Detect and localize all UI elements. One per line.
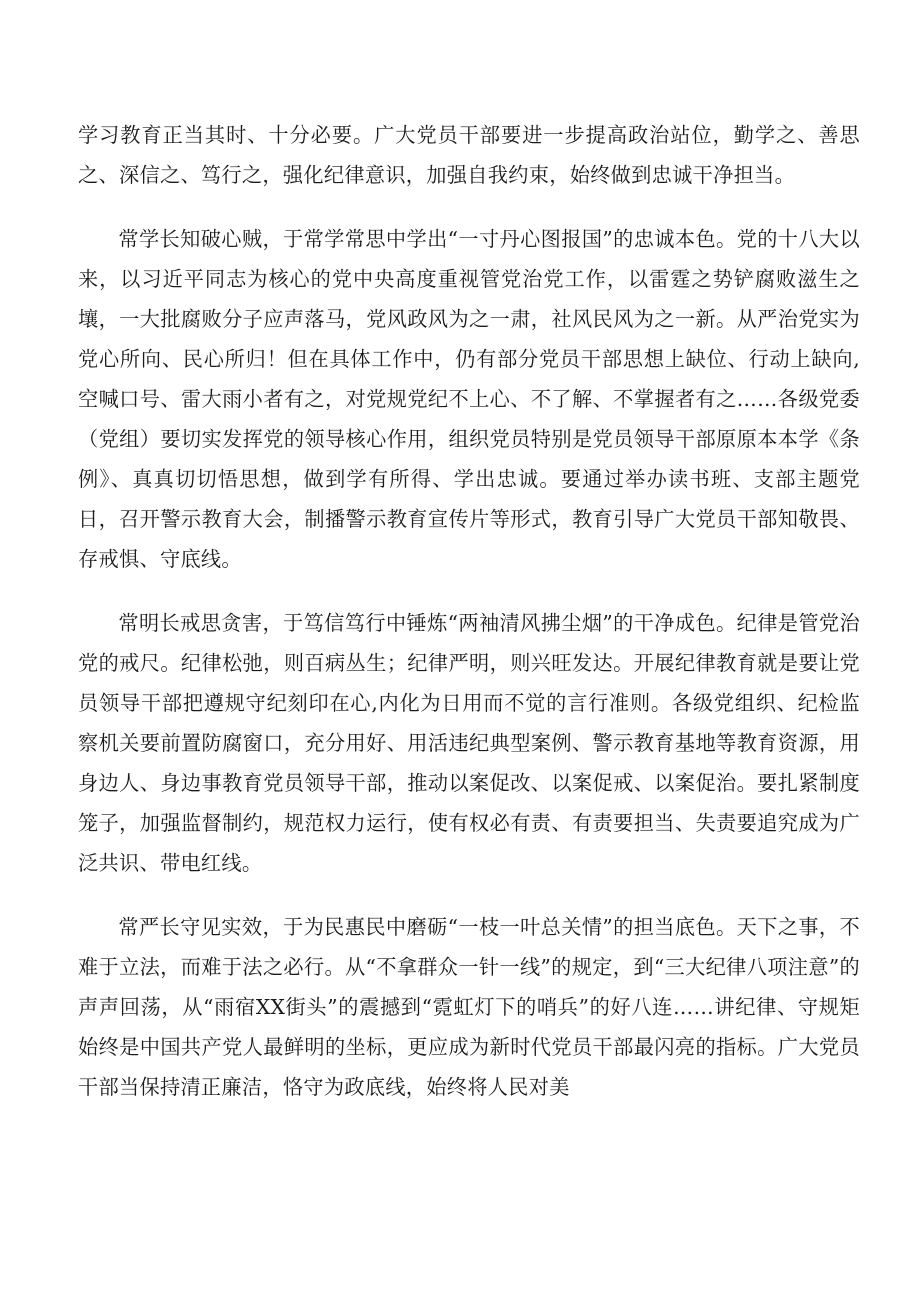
paragraph-practice: 常严长守见实效，于为民惠民中磨砺“一枝一叶总关情”的担当底色。天下之事，不难于立法，而难于法之必行。从“不拿群众一针一线”的规定，到“三大纪律八项注意”的声声回荡，从“雨宿XX街头”的震撼到“霓虹灯下的哨兵”的好八连……讲纪律、守规矩始终是中国共产党人最鲜明的坐标，更应成为新时代党员干部最闪亮的指标。广大党员干部当保持清正廉洁，恪守为政底线，始终将人民对美 bbox=[78, 915, 860, 1099]
paragraph-continuation: 学习教育正当其时、十分必要。广大党员干部要进一步提高政治站位，勤学之、善思之、深信之、笃行之，强化纪律意识，加强自我约束，始终做到忠诚干净担当。 bbox=[78, 123, 860, 187]
document-body bbox=[78, 115, 860, 1107]
paragraph-study: 常学长知破心贼，于常学常思中学出“一寸丹心图报国”的忠诚本色。党的十八大以来，以习近平同志为核心的党中央高度重视管党治党工作，以雷霆之势铲腐败滋生之壤，一大批腐败分子应声落马，党风政风为之一肃，社风民风为之一新。从严治党实为党心所向、民心所归！但在具体工作中，仍有部分党员干部思想上缺位、行动上缺向,空喊口号、雷大雨小者有之，对党规党纪不上心、不了解、不掌握者有之……各级党委（党组）要切实发挥党的领导核心作用，组织党员特别是党员领导干部原原本本学《条例》、真真切切悟思想，做到学有所得、学出忠诚。要通过举办读书班、支部主题党日，召开警示教育大会，制播警示教育宣传片等形式，教育引导广大党员干部知敬畏、存戒惧、守底线。 bbox=[78, 227, 860, 571]
paragraph-discipline: 常明长戒思贪害，于笃信笃行中锤炼“两袖清风拂尘烟”的干净成色。纪律是管党治党的戒尺。纪律松弛，则百病丛生；纪律严明，则兴旺发达。开展纪律教育就是要让党员领导干部把遵规守纪刻印在心,内化为日用而不觉的言行准则。各级党组织、纪检监察机关要前置防腐窗口，充分用好、用活违纪典型案例、警示教育基地等教育资源，用身边人、身边事教育党员领导干部，推动以案促改、以案促戒、以案促治。要扎紧制度笼子，加强监督制约，规范权力运行，使有权必有责、有责要担当、失责要追究成为广泛共识、带电红线。 bbox=[78, 611, 860, 875]
